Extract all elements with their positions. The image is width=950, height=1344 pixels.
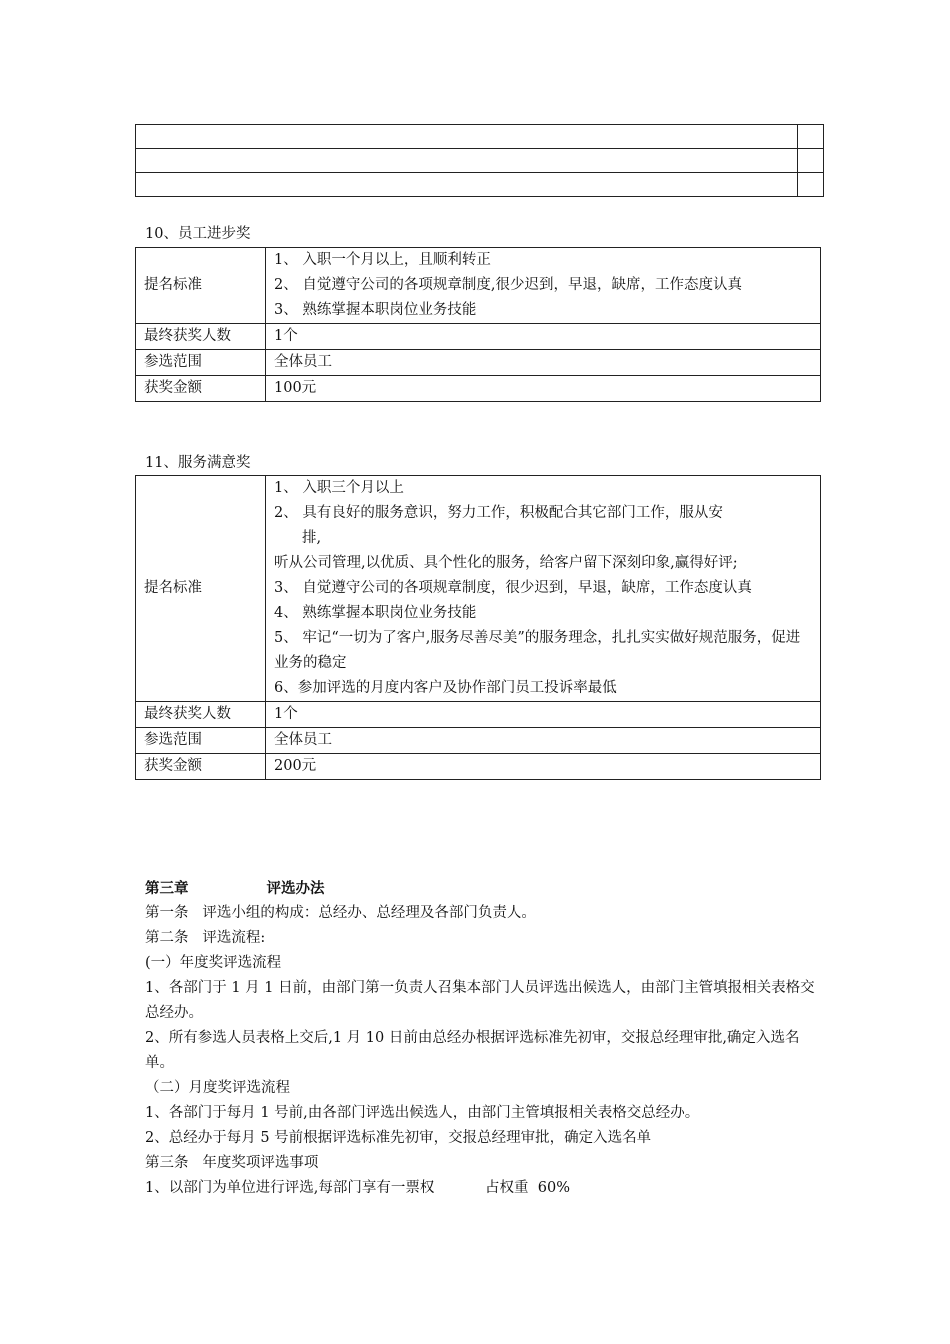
- row-value: 200元: [266, 754, 821, 780]
- criteria-item: 1、 入职一个月以上，且顺利转正: [274, 252, 491, 268]
- row-value: 100元: [266, 376, 821, 402]
- paragraph-line: (一）年度奖评选流程: [145, 955, 282, 971]
- continued-table: [135, 124, 824, 197]
- table-row: [136, 173, 824, 197]
- criteria-row: [136, 476, 821, 702]
- criteria-label: 提名标准: [136, 476, 266, 702]
- table-row: [136, 754, 821, 780]
- paragraph-line: 2、所有参选人员表格上交后,1 月 10 日前由总经办根据评选标准先初审，交报总经理审批,确定入选名单。: [145, 1030, 800, 1071]
- paragraph-line: （二）月度奖评选流程: [145, 1080, 290, 1096]
- paragraph-line: 2、总经办于每月 5 号前根据评选标准先初审，交报总经理审批，确定入选名单: [145, 1130, 652, 1146]
- row-label: 最终获奖人数: [136, 702, 266, 728]
- row-label: 参选范围: [136, 350, 266, 376]
- table-row: [136, 702, 821, 728]
- paragraph-line: 1、以部门为单位进行评选,每部门享有一票权 占权重 60%: [145, 1180, 570, 1196]
- table-row: [136, 728, 821, 754]
- paragraph-line: 第一条 评选小组的构成：总经办、总经理及各部门负责人。: [145, 905, 536, 921]
- row-label: 参选范围: [136, 728, 266, 754]
- criteria-item: 3、 熟练掌握本职岗位业务技能: [274, 302, 477, 318]
- criteria-item: 5、 牢记“一切为了客户,服务尽善尽美”的服务理念，扎扎实实做好规范服务，促进业务的稳定: [274, 630, 801, 671]
- criteria-item: 排,: [302, 530, 322, 546]
- criteria-row: [136, 248, 821, 324]
- criteria-item: 听从公司管理,以优质、具个性化的服务，给客户留下深刻印象,赢得好评;: [274, 555, 738, 571]
- table-row: [136, 149, 824, 173]
- chapter3-section: [145, 876, 825, 1201]
- row-value: 全体员工: [266, 728, 821, 754]
- row-label: 获奖金额: [136, 376, 266, 402]
- criteria-label: 提名标准: [136, 248, 266, 324]
- criteria-content: [266, 476, 821, 702]
- chapter-heading: [145, 876, 825, 901]
- chapter-number: 第三章: [145, 880, 189, 897]
- row-value: 1个: [266, 702, 821, 728]
- paragraph-line: 第三条 年度奖项评选事项: [145, 1155, 319, 1171]
- criteria-item: 2、 具有良好的服务意识，努力工作，积极配合其它部门工作，服从安: [274, 505, 723, 521]
- table-row: [136, 324, 821, 350]
- row-value: 1个: [266, 324, 821, 350]
- chapter-title: 评选办法: [266, 880, 325, 897]
- criteria-item: 3、 自觉遵守公司的各项规章制度，很少迟到，早退，缺席，工作态度认真: [274, 580, 752, 596]
- criteria-item: 4、 熟练掌握本职岗位业务技能: [274, 605, 477, 621]
- criteria-item: 6、参加评选的月度内客户及协作部门员工投诉率最低: [274, 680, 617, 696]
- award10-table: [135, 247, 821, 402]
- table-row: [136, 350, 821, 376]
- row-label: 最终获奖人数: [136, 324, 266, 350]
- table-row: [136, 376, 821, 402]
- criteria-content: [266, 248, 821, 324]
- criteria-item: 2、 自觉遵守公司的各项规章制度,很少迟到，早退，缺席，工作态度认真: [274, 277, 742, 293]
- row-label: 获奖金额: [136, 754, 266, 780]
- award10-title: 10、员工进步奖: [145, 226, 251, 242]
- paragraph-line: 第二条 评选流程:: [145, 930, 266, 946]
- award11-table: [135, 475, 821, 780]
- table-row: [136, 125, 824, 149]
- paragraph-line: 1、各部门于每月 1 号前,由各部门评选出候选人，由部门主管填报相关表格交总经办。: [145, 1105, 700, 1121]
- paragraph-line: 1、各部门于 1 月 1 日前，由部门第一负责人召集本部门人员评选出候选人，由部门主管填报相关表格交总经办。: [145, 980, 815, 1021]
- row-value: 全体员工: [266, 350, 821, 376]
- criteria-item: 1、 入职三个月以上: [274, 480, 404, 496]
- award11-title: 11、服务满意奖: [145, 455, 251, 471]
